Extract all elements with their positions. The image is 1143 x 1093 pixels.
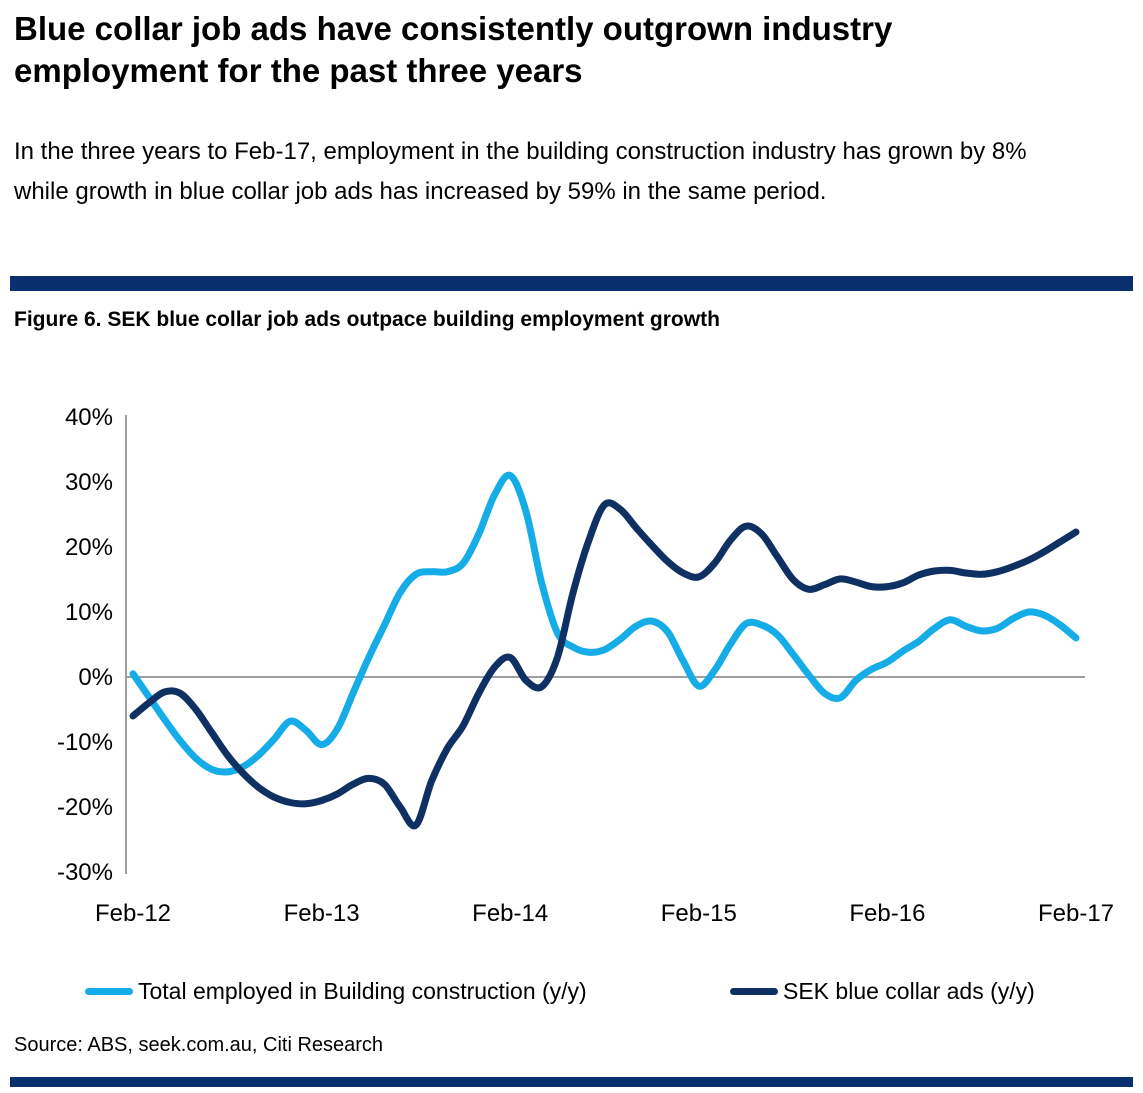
series-line-employment xyxy=(133,475,1076,772)
legend-label-ads: SEK blue collar ads (y/y) xyxy=(783,977,1035,1004)
x-tick-label: Feb-13 xyxy=(283,900,360,927)
x-tick-label: Feb-14 xyxy=(472,900,549,927)
legend-label-employment: Total employed in Building construction (y/y) xyxy=(138,977,587,1004)
y-tick-label: 30% xyxy=(64,469,113,496)
x-tick-label: Feb-15 xyxy=(660,900,737,927)
legend-item-employment xyxy=(85,976,587,1006)
y-tick-label: 10% xyxy=(64,599,113,626)
x-tick-label: Feb-12 xyxy=(94,900,172,927)
y-tick-label: 0% xyxy=(78,664,113,691)
ads-series-swatch-icon xyxy=(730,988,778,995)
employment-series-swatch-icon xyxy=(85,988,133,995)
page-title: Blue collar job ads have consistently outgrown industry employment for the past three years xyxy=(14,10,893,89)
figure-caption: Figure 6. SEK blue collar job ads outpace building employment growth xyxy=(14,308,720,331)
bottom-divider-bar xyxy=(10,1077,1133,1087)
source-note: Source: ABS, seek.com.au, Citi Research xyxy=(14,1034,384,1056)
y-tick-label: -30% xyxy=(56,859,113,886)
series-line-ads xyxy=(133,503,1076,826)
intro-paragraph: In the three years to Feb-17, employment in the building construction industry has grown by 8% while growth in blue collar job ads has increased by 59% in the same period. xyxy=(14,138,1027,205)
y-tick-label: -10% xyxy=(56,729,113,756)
x-tick-label: Feb-16 xyxy=(849,900,926,927)
legend-item-ads xyxy=(730,976,1035,1006)
x-tick-label: Feb-17 xyxy=(1037,900,1115,927)
y-tick-label: 40% xyxy=(64,404,113,431)
y-tick-label: -20% xyxy=(56,794,113,821)
y-tick-label: 20% xyxy=(64,534,113,561)
top-divider-bar xyxy=(10,276,1133,291)
